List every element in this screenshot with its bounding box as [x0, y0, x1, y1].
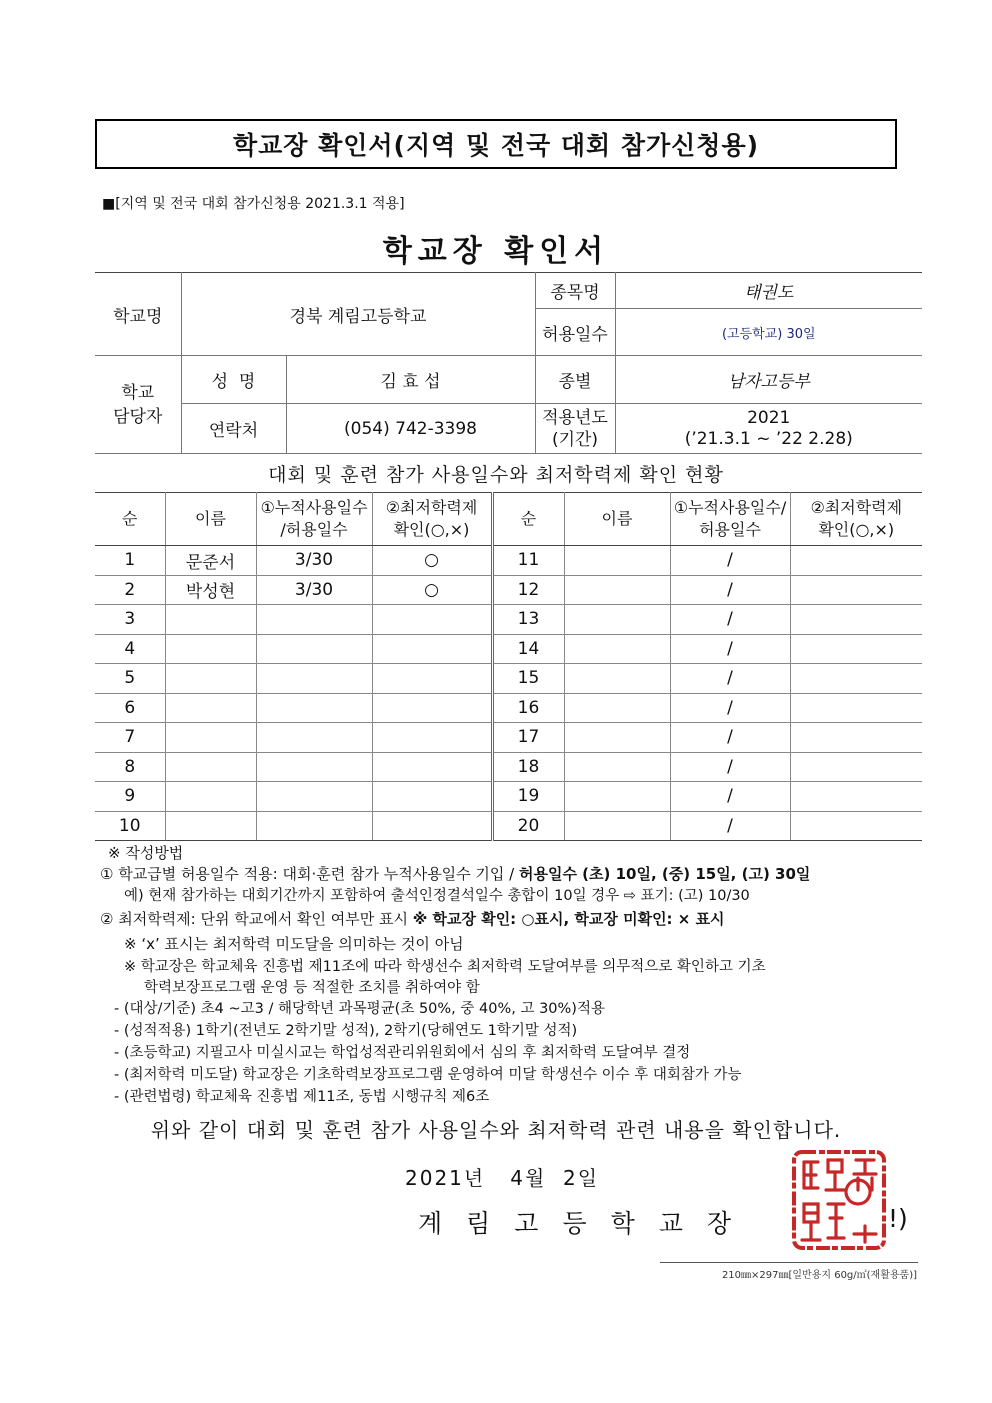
row-days-right: /	[670, 811, 790, 841]
header-name: 이름	[165, 493, 256, 546]
phone-value: (054) 742-3398	[286, 404, 535, 454]
row-no-right: 16	[492, 693, 564, 723]
period-value: (’21.3.1 ~ ’22 2.28)	[684, 428, 853, 449]
row-grade-right	[790, 634, 922, 664]
row-grade-right	[790, 693, 922, 723]
row-name	[165, 693, 256, 723]
row-no-right: 20	[492, 811, 564, 841]
row-days	[256, 752, 372, 782]
row-name-right	[564, 664, 670, 694]
row-no: 7	[95, 723, 165, 753]
table-row	[95, 782, 922, 812]
note-4-cont: 학력보장프로그램 운영 등 적절한 조치를 취하여야 함	[144, 980, 480, 996]
form-title-box	[95, 119, 897, 169]
table-row	[95, 546, 922, 576]
row-days: 3/30	[256, 575, 372, 605]
header-name-right: 이름	[564, 493, 670, 546]
row-grade	[372, 782, 492, 812]
table-row	[95, 723, 922, 753]
note-2	[100, 909, 930, 930]
note-3: ※ ‘x’ 표시는 최저학력 미도달을 의미하는 것이 아님	[124, 935, 464, 953]
section-title: 대회 및 훈련 참가 사용일수와 최저학력제 확인 현황	[268, 464, 724, 486]
row-name-right	[564, 752, 670, 782]
header-days-right: ①누적사용일수/ 허용일수	[670, 493, 790, 546]
row-grade	[372, 723, 492, 753]
year-label: 적용년도 (기간)	[535, 404, 615, 454]
row-days-right: /	[670, 693, 790, 723]
event-label: 종목명	[535, 273, 615, 309]
row-days-right: /	[670, 752, 790, 782]
closing-statement: 위와 같이 대회 및 훈련 참가 사용일수와 최저학력 관련 내용을 확인합니다.	[150, 1118, 842, 1142]
row-no-right: 11	[492, 546, 564, 576]
detail-1: - (대상/기준) 초4 ~고3 / 해당학년 과목평균(초 50%, 중 40%, 고 30%)적용	[114, 1001, 605, 1017]
row-grade-right	[790, 664, 922, 694]
row-grade	[372, 605, 492, 635]
table-row	[95, 634, 922, 664]
row-no-right: 19	[492, 782, 564, 812]
row-name	[165, 752, 256, 782]
note-1	[100, 864, 930, 885]
table-row	[95, 575, 922, 605]
division-value: 남자고등부	[615, 356, 922, 404]
row-no: 6	[95, 693, 165, 723]
row-name	[165, 634, 256, 664]
note-1-text: ① 학교급별 허용일수 적용: 대회·훈련 참가 누적사용일수 기입 /	[100, 865, 519, 883]
row-name-right	[564, 546, 670, 576]
event-value: 태권도	[615, 273, 922, 309]
row-no: 2	[95, 575, 165, 605]
row-days	[256, 605, 372, 635]
row-days-right: /	[670, 546, 790, 576]
row-name	[165, 811, 256, 841]
row-grade-right	[790, 752, 922, 782]
school-value: 경북 계림고등학교	[181, 273, 535, 356]
school-info-table	[95, 272, 922, 454]
header-no-right: 순	[492, 493, 564, 546]
row-days	[256, 782, 372, 812]
row-no: 9	[95, 782, 165, 812]
note-2-bold: ※ 학교장 확인: ○표시, 학교장 미확인: × 표시	[412, 910, 725, 928]
row-no-right: 13	[492, 605, 564, 635]
row-no-right: 17	[492, 723, 564, 753]
note-1-bold: 허용일수 (초) 10일, (중) 15일, (고) 30일	[519, 865, 811, 883]
row-grade	[372, 664, 492, 694]
form-subheader: ■[지역 및 전국 대회 참가신청용 2021.3.1 적용]	[102, 196, 405, 212]
note-2-text: ② 최저학력제: 단위 학교에서 확인 여부만 표시	[100, 910, 413, 928]
row-name-right	[564, 693, 670, 723]
signature-date: 2021년 4월 2일	[405, 1166, 600, 1190]
year-cell	[615, 404, 922, 454]
row-grade-right	[790, 782, 922, 812]
row-name: 문준서	[165, 546, 256, 576]
contact-name-value: 김 효 섭	[286, 356, 535, 404]
row-grade: ○	[372, 546, 492, 576]
row-name	[165, 605, 256, 635]
document-title: 학교장 확인서	[382, 234, 610, 269]
official-seal-icon	[790, 1148, 888, 1252]
allowed-days-label: 허용일수	[535, 309, 615, 356]
row-no: 5	[95, 664, 165, 694]
row-name	[165, 723, 256, 753]
note-4: ※ 학교장은 학교체육 진흥법 제11조에 따라 학생선수 최저학력 도달여부를 의무적으로 확인하고 기초	[124, 959, 766, 975]
row-no-right: 12	[492, 575, 564, 605]
participant-table	[95, 492, 922, 841]
row-days-right: /	[670, 723, 790, 753]
detail-4: - (최저학력 미도달) 학교장은 기초학력보장프로그램 운영하여 미달 학생선수 이수 후 대회참가 가능	[114, 1067, 742, 1083]
paper-spec: 210㎜×297㎜[일반용지 60g/㎡(재활용품)]	[721, 1270, 917, 1281]
division-label: 종별	[535, 356, 615, 404]
row-name-right	[564, 723, 670, 753]
row-no: 8	[95, 752, 165, 782]
row-days-right: /	[670, 575, 790, 605]
table-row	[95, 811, 922, 841]
row-days	[256, 664, 372, 694]
row-days	[256, 693, 372, 723]
row-name-right	[564, 811, 670, 841]
school-label: 학교명	[95, 273, 181, 356]
phone-label: 연락처	[181, 404, 286, 454]
name-label: 성 명	[181, 356, 286, 404]
header-grade-right: ②최저학력제 확인(○,×)	[790, 493, 922, 546]
detail-5: - (관련법령) 학교체육 진흥법 제11조, 동법 시행규칙 제6조	[114, 1089, 490, 1105]
row-grade	[372, 811, 492, 841]
notes-header: ※ 작성방법	[108, 844, 184, 862]
detail-3: - (초등학교) 지필고사 미실시교는 학업성적관리위원회에서 심의 후 최저학력 도달여부 결정	[114, 1045, 691, 1061]
row-name-right	[564, 575, 670, 605]
row-name: 박성현	[165, 575, 256, 605]
table-row	[95, 664, 922, 694]
note-1-example: 예) 현재 참가하는 대회기간까지 포함하여 출석인정결석일수 총합이 10일 경우 ⇨ 표기: (고) 10/30	[124, 888, 750, 904]
row-no: 1	[95, 546, 165, 576]
row-no-right: 18	[492, 752, 564, 782]
allowed-days-value: (고등학교) 30일	[615, 309, 922, 356]
row-no: 3	[95, 605, 165, 635]
table-row	[95, 752, 922, 782]
row-grade-right	[790, 575, 922, 605]
row-no-right: 14	[492, 634, 564, 664]
row-days: 3/30	[256, 546, 372, 576]
row-grade	[372, 693, 492, 723]
row-days	[256, 634, 372, 664]
row-name	[165, 664, 256, 694]
row-days-right: /	[670, 664, 790, 694]
year-value: 2021	[747, 407, 791, 428]
row-name-right	[564, 605, 670, 635]
table-row	[95, 605, 922, 635]
contact-group-label: 학교 담당자	[95, 356, 181, 454]
row-days-right: /	[670, 634, 790, 664]
row-grade-right	[790, 546, 922, 576]
row-name	[165, 782, 256, 812]
footer-divider	[660, 1262, 918, 1263]
row-grade-right	[790, 605, 922, 635]
row-days	[256, 723, 372, 753]
row-no-right: 15	[492, 664, 564, 694]
row-name-right	[564, 782, 670, 812]
header-grade: ②최저학력제 확인(○,×)	[372, 493, 492, 546]
row-days-right: /	[670, 782, 790, 812]
table-header-row	[95, 493, 922, 546]
row-days-right: /	[670, 605, 790, 635]
row-grade: ○	[372, 575, 492, 605]
header-days: ①누적사용일수 /허용일수	[256, 493, 372, 546]
row-days	[256, 811, 372, 841]
table-row	[95, 693, 922, 723]
seal-suffix: !)	[888, 1204, 908, 1233]
detail-2: - (성적적용) 1학기(전년도 2학기말 성적), 2학기(당해연도 1학기말 성적)	[114, 1023, 578, 1039]
row-no: 4	[95, 634, 165, 664]
row-name-right	[564, 634, 670, 664]
row-grade	[372, 634, 492, 664]
row-grade-right	[790, 811, 922, 841]
row-grade	[372, 752, 492, 782]
row-grade-right	[790, 723, 922, 753]
signer-title: 계림고등학교장	[418, 1209, 756, 1238]
form-title: 학교장 확인서(지역 및 전국 대회 참가신청용)	[232, 131, 760, 160]
row-no: 10	[95, 811, 165, 841]
header-no: 순	[95, 493, 165, 546]
